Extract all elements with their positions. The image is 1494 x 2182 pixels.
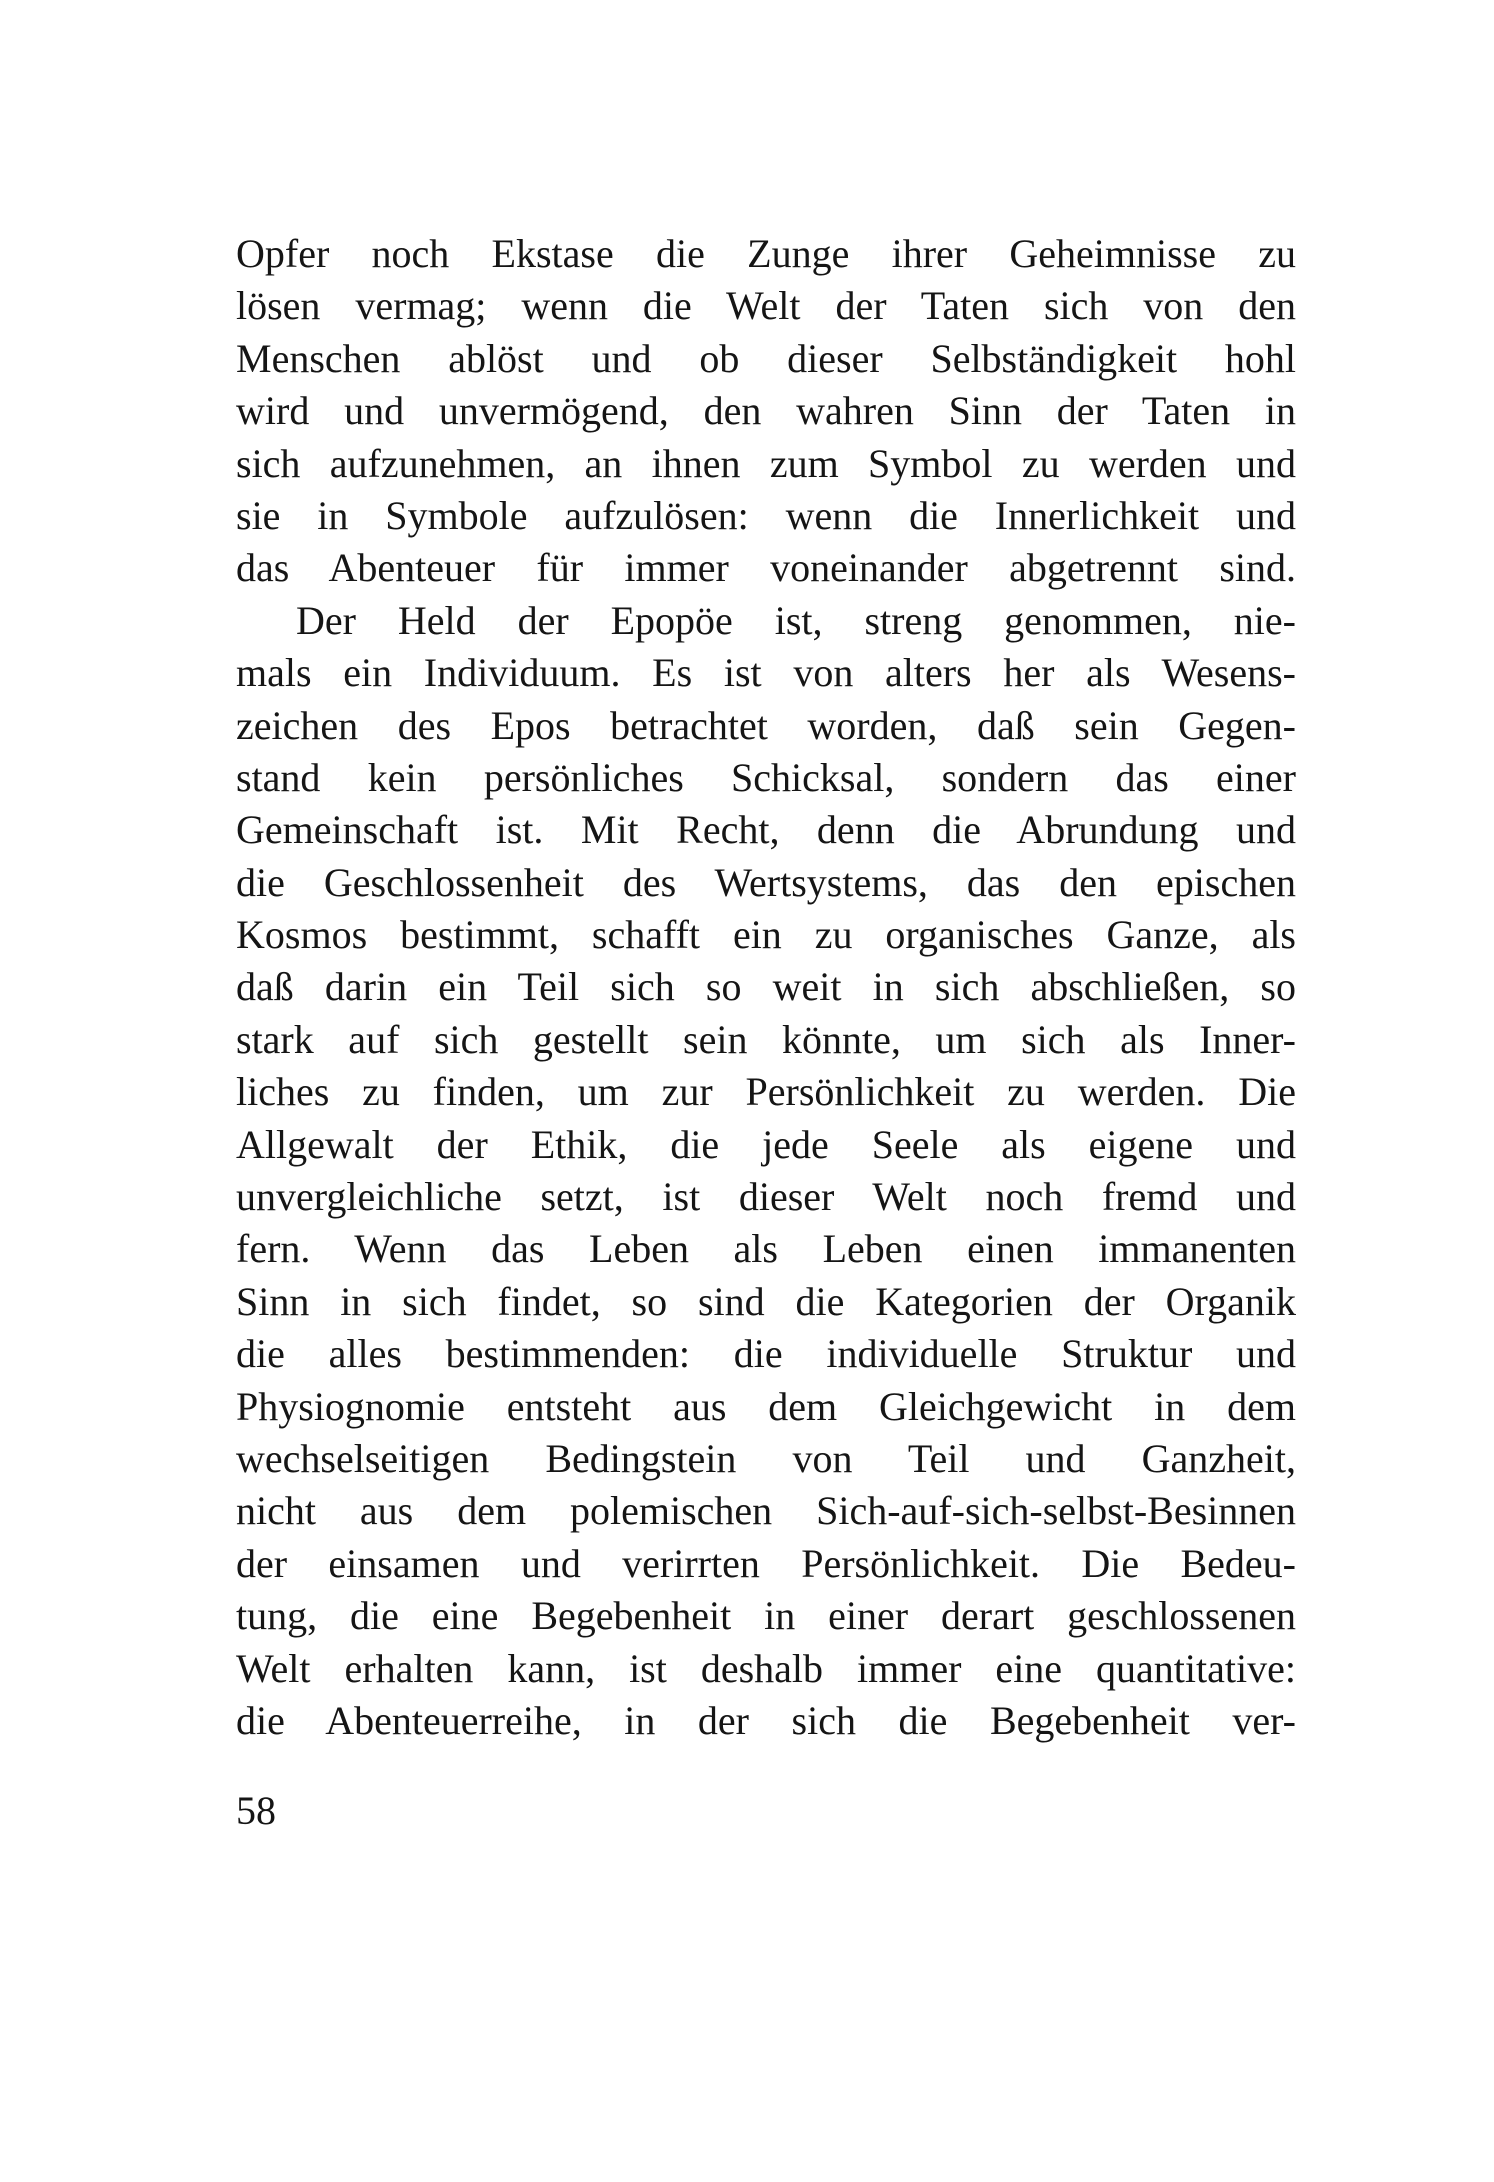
text-line: stand kein persönliches Schicksal, sondern das einer <box>236 754 1296 800</box>
text-line: unvergleichliche setzt, ist dieser Welt noch fremd und <box>236 1174 1296 1220</box>
text-line: tung, die eine Begebenheit in einer derart geschlossenen <box>236 1593 1296 1639</box>
body-text <box>236 228 1296 1747</box>
text-line: Kosmos bestimmt, schafft ein zu organisches Ganze, als <box>236 912 1296 958</box>
text-line: der einsamen und verirrten Persönlichkeit. Die Bedeu- <box>236 1540 1296 1586</box>
text-line: mals ein Individuum. Es ist von alters her als Wesens- <box>236 650 1296 696</box>
text-line: Gemeinschaft ist. Mit Recht, denn die Abrundung und <box>236 807 1296 853</box>
text-line: sich aufzunehmen, an ihnen zum Symbol zu werden und <box>236 440 1296 486</box>
text-line: stark auf sich gestellt sein könnte, um sich als Inner- <box>236 1016 1296 1062</box>
text-line: Allgewalt der Ethik, die jede Seele als eigene und <box>236 1121 1296 1167</box>
text-line: Der Held der Epopöe ist, streng genommen, nie- <box>296 597 1296 643</box>
text-line: Sinn in sich findet, so sind die Kategorien der Organik <box>236 1278 1296 1324</box>
text-line: Welt erhalten kann, ist deshalb immer eine quantitative: <box>236 1645 1296 1691</box>
page-number: 58 <box>236 1788 276 1833</box>
text-line: nicht aus dem polemischen Sich-auf-sich-selbst-Besinnen <box>236 1488 1296 1534</box>
text-line: Physiognomie entsteht aus dem Gleichgewicht in dem <box>236 1383 1296 1429</box>
text-line: Menschen ablöst und ob dieser Selbständigkeit hohl <box>236 335 1296 381</box>
text-line: Opfer noch Ekstase die Zunge ihrer Geheimnisse zu <box>236 231 1296 276</box>
text-line: die alles bestimmenden: die individuelle Struktur und <box>236 1331 1296 1377</box>
text-line: das Abenteuer für immer voneinander abgetrennt sind. <box>236 545 1296 591</box>
text-line: sie in Symbole aufzulösen: wenn die Innerlichkeit und <box>236 492 1296 538</box>
text-line: zeichen des Epos betrachtet worden, daß sein Gegen- <box>236 702 1296 748</box>
text-line: liches zu finden, um zur Persönlichkeit zu werden. Die <box>236 1069 1296 1115</box>
text-line: wechselseitigen Bedingstein von Teil und Ganzheit, <box>236 1435 1296 1481</box>
text-line: fern. Wenn das Leben als Leben einen immanenten <box>236 1226 1296 1272</box>
text-line: die Abenteuerreihe, in der sich die Begebenheit ver- <box>236 1697 1296 1743</box>
text-line: die Geschlossenheit des Wertsystems, das den epischen <box>236 859 1296 905</box>
text-line: daß darin ein Teil sich so weit in sich abschließen, so <box>236 964 1296 1010</box>
text-line: wird und unvermögend, den wahren Sinn der Taten in <box>236 388 1296 434</box>
text-line: lösen vermag; wenn die Welt der Taten sich von den <box>236 283 1296 329</box>
